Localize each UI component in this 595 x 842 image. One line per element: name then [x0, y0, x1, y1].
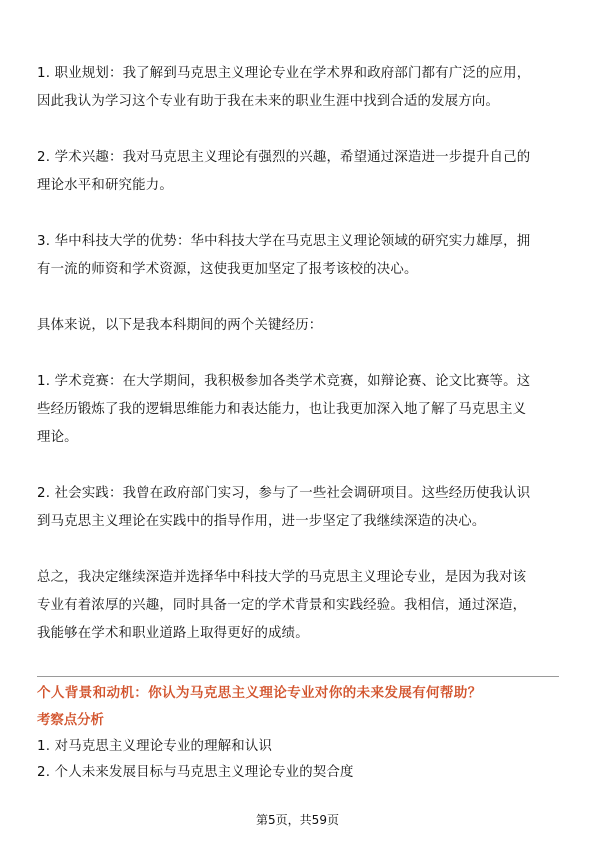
paragraph-academic-interest — [37, 144, 562, 200]
text-line: 理论。 — [37, 430, 78, 445]
text-line: 1. 职业规划：我了解到马克思主义理论专业在学术界和政府部门都有广泛的应用， — [37, 66, 531, 81]
text-line: 2. 社会实践：我曾在政府部门实习，参与了一些社会调研项目。这些经历使我认识 — [37, 486, 531, 501]
paragraph-academic-competition — [37, 368, 562, 452]
text-line: 有一流的师资和学术资源，这使我更加坚定了报考该校的决心。 — [37, 262, 418, 277]
analysis-point: 1. 对马克思主义理论专业的理解和认识 — [37, 739, 273, 754]
text-line: 总之，我决定继续深造并选择华中科技大学的马克思主义理论专业，是因为我对该 — [37, 570, 527, 585]
section-divider — [37, 676, 559, 677]
text-line: 些经历锻炼了我的逻辑思维能力和表达能力，也让我更加深入地了解了马克思主义 — [37, 402, 527, 417]
text-line: 因此我认为学习这个专业有助于我在未来的职业生涯中找到合适的发展方向。 — [37, 94, 500, 109]
paragraph-conclusion — [37, 564, 562, 648]
page-number-footer: 第5页，共59页 — [256, 813, 339, 827]
text-line: 3. 华中科技大学的优势：华中科技大学在马克思主义理论领域的研究实力雄厚，拥 — [37, 234, 531, 249]
analysis-point: 2. 个人未来发展目标与马克思主义理论专业的契合度 — [37, 765, 354, 780]
paragraph-social-practice — [37, 480, 562, 536]
text-line: 到马克思主义理论在实践中的指导作用，进一步坚定了我继续深造的决心。 — [37, 514, 486, 529]
text-line: 1. 学术竞赛：在大学期间，我积极参加各类学术竞赛，如辩论赛、论文比赛等。这 — [37, 374, 531, 389]
text-line: 专业有着浓厚的兴趣，同时具备一定的学术背景和实践经验。我相信，通过深造， — [37, 598, 527, 613]
paragraph-key-experiences-intro — [37, 312, 562, 340]
text-line: 理论水平和研究能力。 — [37, 178, 173, 193]
paragraph-university-advantage — [37, 228, 562, 284]
paragraph-career-planning — [37, 60, 562, 116]
text-line: 我能够在学术和职业道路上取得更好的成绩。 — [37, 626, 309, 641]
text-line: 具体来说，以下是我本科期间的两个关键经历： — [37, 318, 323, 333]
question-title: 个人背景和动机：你认为马克思主义理论专业对你的未来发展有何帮助？ — [37, 685, 482, 701]
analysis-heading: 考察点分析 — [37, 713, 104, 728]
text-line: 2. 学术兴趣：我对马克思主义理论有强烈的兴趣，希望通过深造进一步提升自己的 — [37, 150, 531, 165]
